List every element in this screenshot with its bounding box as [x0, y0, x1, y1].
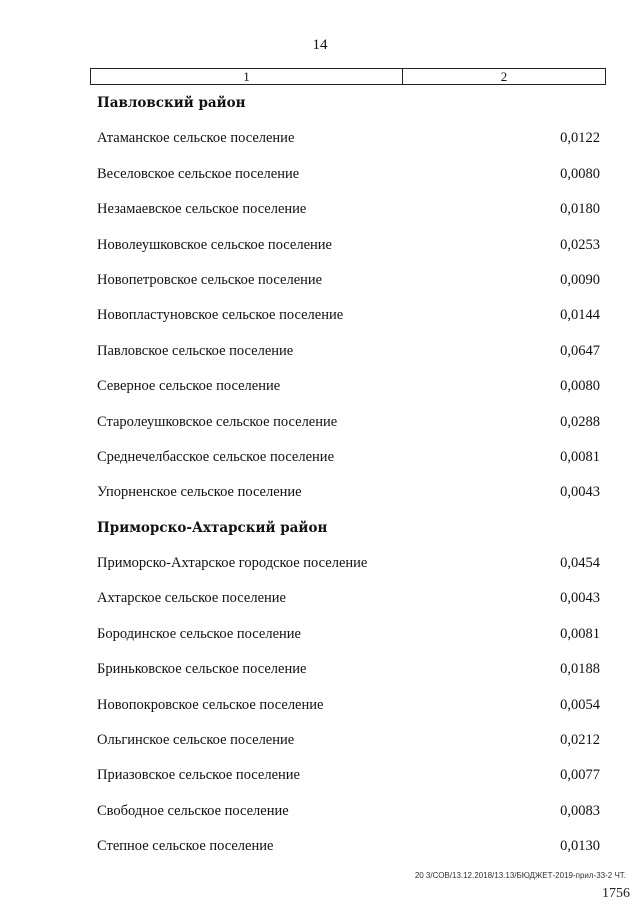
table-row [0, 484, 640, 519]
settlement-value: 0,0090 [560, 271, 600, 288]
settlement-value: 0,0083 [560, 802, 600, 819]
settlement-value: 0,0043 [560, 590, 600, 607]
settlement-name: Павловское сельское поселение [97, 342, 294, 359]
table-row [0, 201, 640, 236]
district-name: Приморско-Ахтарский район [97, 519, 328, 536]
settlement-value: 0,0144 [560, 307, 600, 324]
settlement-name: Приморско-Ахтарское городское поселение [97, 555, 368, 572]
table-row [0, 343, 640, 378]
settlement-value: 0,0130 [560, 838, 600, 855]
settlement-name: Старолеушковское сельское поселение [97, 413, 338, 430]
settlement-table [0, 95, 640, 874]
table-row [0, 767, 640, 802]
settlement-value: 0,0188 [560, 661, 600, 678]
settlement-value: 0,0043 [560, 484, 600, 501]
district-name: Павловский район [97, 95, 246, 111]
settlement-name: Атаманское сельское поселение [97, 130, 295, 147]
table-row [0, 414, 640, 449]
settlement-value: 0,0081 [560, 448, 600, 465]
settlement-name: Свободное сельское поселение [97, 802, 289, 819]
district-heading-row [0, 95, 640, 130]
table-row [0, 555, 640, 590]
table-row [0, 449, 640, 484]
settlement-value: 0,0647 [560, 342, 600, 359]
settlement-name: Среднечелбасское сельское поселение [97, 448, 334, 465]
settlement-value: 0,0454 [560, 555, 600, 572]
settlement-name: Бородинское сельское поселение [97, 625, 301, 642]
settlement-name: Незамаевское сельское поселение [97, 201, 307, 218]
table-row [0, 803, 640, 838]
settlement-value: 0,0080 [560, 378, 600, 395]
table-row [0, 272, 640, 307]
table-row [0, 661, 640, 696]
settlement-value: 0,0212 [560, 732, 600, 749]
document-footer-code: 20 3/СОВ/13.12.2018/13.13/БЮДЖЕТ-2019-прил-33-2 ЧТ. [414, 871, 626, 880]
settlement-name: Бриньковское сельское поселение [97, 661, 307, 678]
settlement-name: Степное сельское поселение [97, 838, 274, 855]
table-row [0, 697, 640, 732]
settlement-value: 0,0054 [560, 696, 600, 713]
settlement-value: 0,0077 [560, 767, 600, 784]
column-header-row [90, 68, 606, 85]
table-row [0, 237, 640, 272]
settlement-value: 0,0080 [560, 165, 600, 182]
table-row [0, 626, 640, 661]
settlement-name: Новопетровское сельское поселение [97, 271, 323, 288]
settlement-name: Веселовское сельское поселение [97, 165, 300, 182]
settlement-name: Новопокровское сельское поселение [97, 696, 324, 713]
column-header-1: 1 [91, 69, 403, 84]
table-row [0, 166, 640, 201]
settlement-name: Новолеушковское сельское поселение [97, 236, 332, 253]
table-row [0, 130, 640, 165]
table-row [0, 590, 640, 625]
table-row [0, 378, 640, 413]
settlement-name: Приазовское сельское поселение [97, 767, 300, 784]
settlement-value: 0,0081 [560, 625, 600, 642]
table-row [0, 732, 640, 767]
settlement-name: Северное сельское поселение [97, 378, 281, 395]
table-row [0, 307, 640, 342]
settlement-name: Ольгинское сельское поселение [97, 732, 295, 749]
settlement-name: Ахтарское сельское поселение [97, 590, 286, 607]
settlement-value: 0,0253 [560, 236, 600, 253]
page-number: 14 [312, 37, 328, 53]
settlement-value: 0,0180 [560, 201, 600, 218]
settlement-name: Упорненское сельское поселение [97, 484, 302, 501]
settlement-value: 0,0122 [560, 130, 600, 147]
stamp-number: 1756 [602, 886, 630, 901]
settlement-value: 0,0288 [560, 413, 600, 430]
district-heading-row [0, 520, 640, 555]
settlement-name: Новопластуновское сельское поселение [97, 307, 344, 324]
table-row [0, 838, 640, 873]
column-header-2: 2 [500, 69, 508, 84]
